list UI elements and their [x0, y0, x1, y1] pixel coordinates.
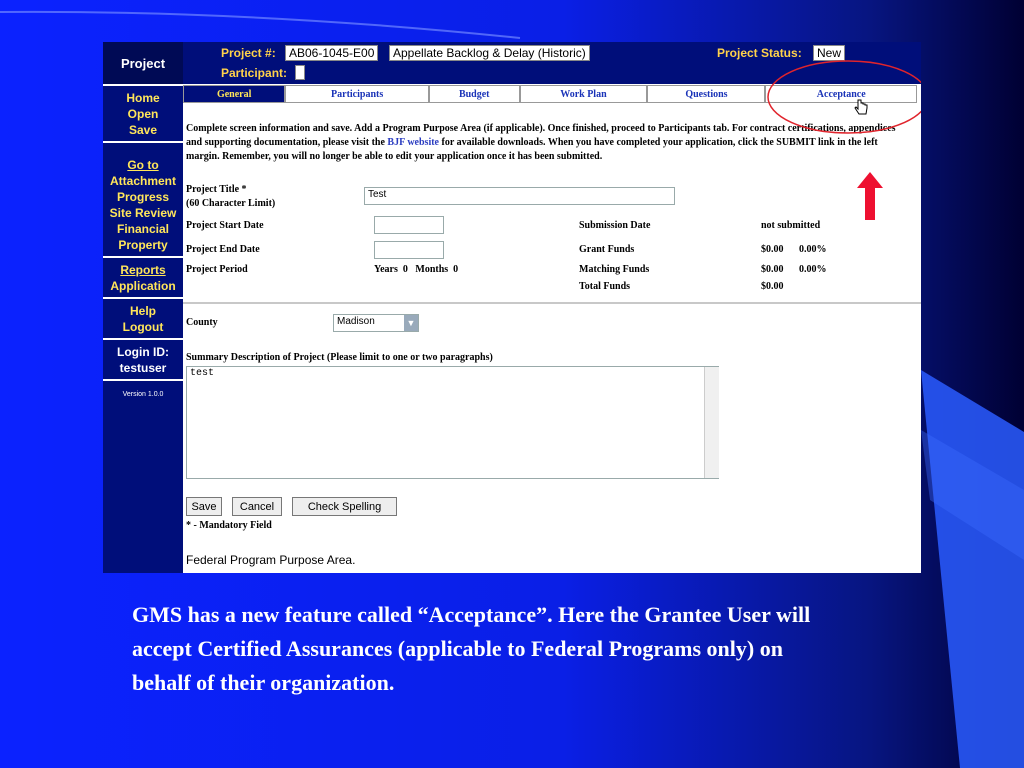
- hand-cursor-icon: [853, 98, 869, 116]
- project-start-label: Project Start Date: [186, 220, 264, 231]
- sidebar-item-attachment[interactable]: Attachment: [109, 174, 176, 188]
- sidebar-item-financial[interactable]: Financial: [116, 222, 169, 236]
- project-status-label: Project Status:: [717, 46, 802, 60]
- project-number-value: AB06-1045-E00: [285, 45, 378, 61]
- participant-label: Participant:: [221, 66, 288, 80]
- grant-funds-value: $0.00: [761, 244, 784, 255]
- tab-work-plan[interactable]: Work Plan: [520, 85, 648, 103]
- save-button[interactable]: Save: [186, 497, 222, 516]
- sidebar-item-open[interactable]: Open: [127, 107, 159, 121]
- bjf-website-link[interactable]: BJF website: [387, 137, 439, 148]
- sidebar-item-logout[interactable]: Logout: [122, 320, 164, 334]
- grant-funds-label: Grant Funds: [579, 244, 635, 255]
- screenshot-panel: [103, 42, 921, 573]
- cancel-button[interactable]: Cancel: [232, 497, 282, 516]
- tab-participants[interactable]: Participants: [285, 85, 429, 103]
- grant-funds-pct: 0.00%: [799, 244, 827, 255]
- sidebar-login: [103, 338, 183, 379]
- version-text: Version 1.0.0: [103, 379, 183, 401]
- summary-label: Summary Description of Project (Please limit to one or two paragraphs): [186, 352, 493, 363]
- project-period-value: Years 0 Months 0: [374, 264, 459, 275]
- participant-value: [295, 65, 305, 80]
- matching-funds-label: Matching Funds: [579, 264, 650, 275]
- sidebar-goto-label: Go to: [127, 158, 159, 172]
- arrow-up-icon: [855, 170, 885, 222]
- login-id: testuser: [119, 361, 167, 375]
- instructions-text: Complete screen information and save. Add a Program Purpose Area (if applicable). Once finished, proceed to Participants tab. For contract certifications, appendices and supporting documentation, please visit the BJF website for available downloads. When you have completed your application, click the SUBMIT link in the left margin. Remember, you will no longer be able to edit your application once it has been submitted.: [186, 123, 896, 162]
- sidebar-item-application[interactable]: Application: [110, 279, 176, 293]
- matching-funds-pct: 0.00%: [799, 264, 827, 275]
- summary-textarea[interactable]: test: [186, 366, 719, 479]
- project-name-value: Appellate Backlog & Delay (Historic): [389, 45, 590, 61]
- sidebar: [103, 42, 183, 573]
- project-title-input[interactable]: Test: [364, 187, 675, 205]
- sidebar-group-file: [103, 84, 183, 141]
- divider: [183, 302, 921, 304]
- general-form: [183, 104, 921, 573]
- project-period-label: Project Period: [186, 264, 248, 275]
- sidebar-reports-label: Reports: [120, 263, 166, 277]
- sidebar-item-save[interactable]: Save: [128, 123, 158, 137]
- summary-scrollbar[interactable]: [704, 367, 719, 478]
- project-title-label: Project Title *: [186, 184, 247, 195]
- submission-date-value: not submitted: [761, 220, 821, 231]
- sidebar-item-help[interactable]: Help: [129, 304, 156, 318]
- total-funds-label: Total Funds: [579, 281, 631, 292]
- matching-funds-value: $0.00: [761, 264, 784, 275]
- county-label: County: [186, 317, 218, 328]
- sidebar-header: Project: [103, 42, 183, 84]
- federal-purpose-heading: Federal Program Purpose Area.: [186, 553, 356, 567]
- sidebar-item-site-review[interactable]: Site Review: [109, 206, 177, 220]
- sidebar-group-help: [103, 297, 183, 338]
- slide-caption: GMS has a new feature called “Acceptance”. Here the Grantee User will accept Certified Assurances (applicable to Federal Programs only) on behalf of their organization.: [132, 602, 811, 695]
- tab-acceptance[interactable]: Acceptance: [765, 85, 917, 103]
- submission-date-label: Submission Date: [579, 220, 651, 231]
- tab-questions[interactable]: Questions: [647, 85, 765, 103]
- project-status-value: New: [813, 45, 845, 61]
- project-number-label: Project #:: [221, 46, 276, 60]
- chevron-down-icon[interactable]: ▼: [404, 315, 418, 331]
- sidebar-group-reports: [103, 256, 183, 297]
- sidebar-item-home[interactable]: Home: [126, 91, 160, 105]
- check-spelling-button[interactable]: Check Spelling: [292, 497, 397, 516]
- project-start-input[interactable]: [374, 216, 444, 234]
- sidebar-group-goto: [103, 141, 183, 256]
- mandatory-note: * - Mandatory Field: [186, 520, 272, 531]
- sidebar-item-progress[interactable]: Progress: [116, 190, 170, 204]
- total-funds-value: $0.00: [761, 281, 784, 292]
- county-select[interactable]: Madison: [333, 314, 419, 332]
- annotation-circle: [763, 54, 921, 140]
- project-end-label: Project End Date: [186, 244, 260, 255]
- project-end-input[interactable]: [374, 241, 444, 259]
- tab-general[interactable]: General: [183, 85, 285, 103]
- tab-budget[interactable]: Budget: [429, 85, 520, 103]
- sidebar-item-property[interactable]: Property: [118, 238, 168, 252]
- login-label: Login ID:: [117, 345, 169, 359]
- project-title-limit: (60 Character Limit): [186, 198, 276, 209]
